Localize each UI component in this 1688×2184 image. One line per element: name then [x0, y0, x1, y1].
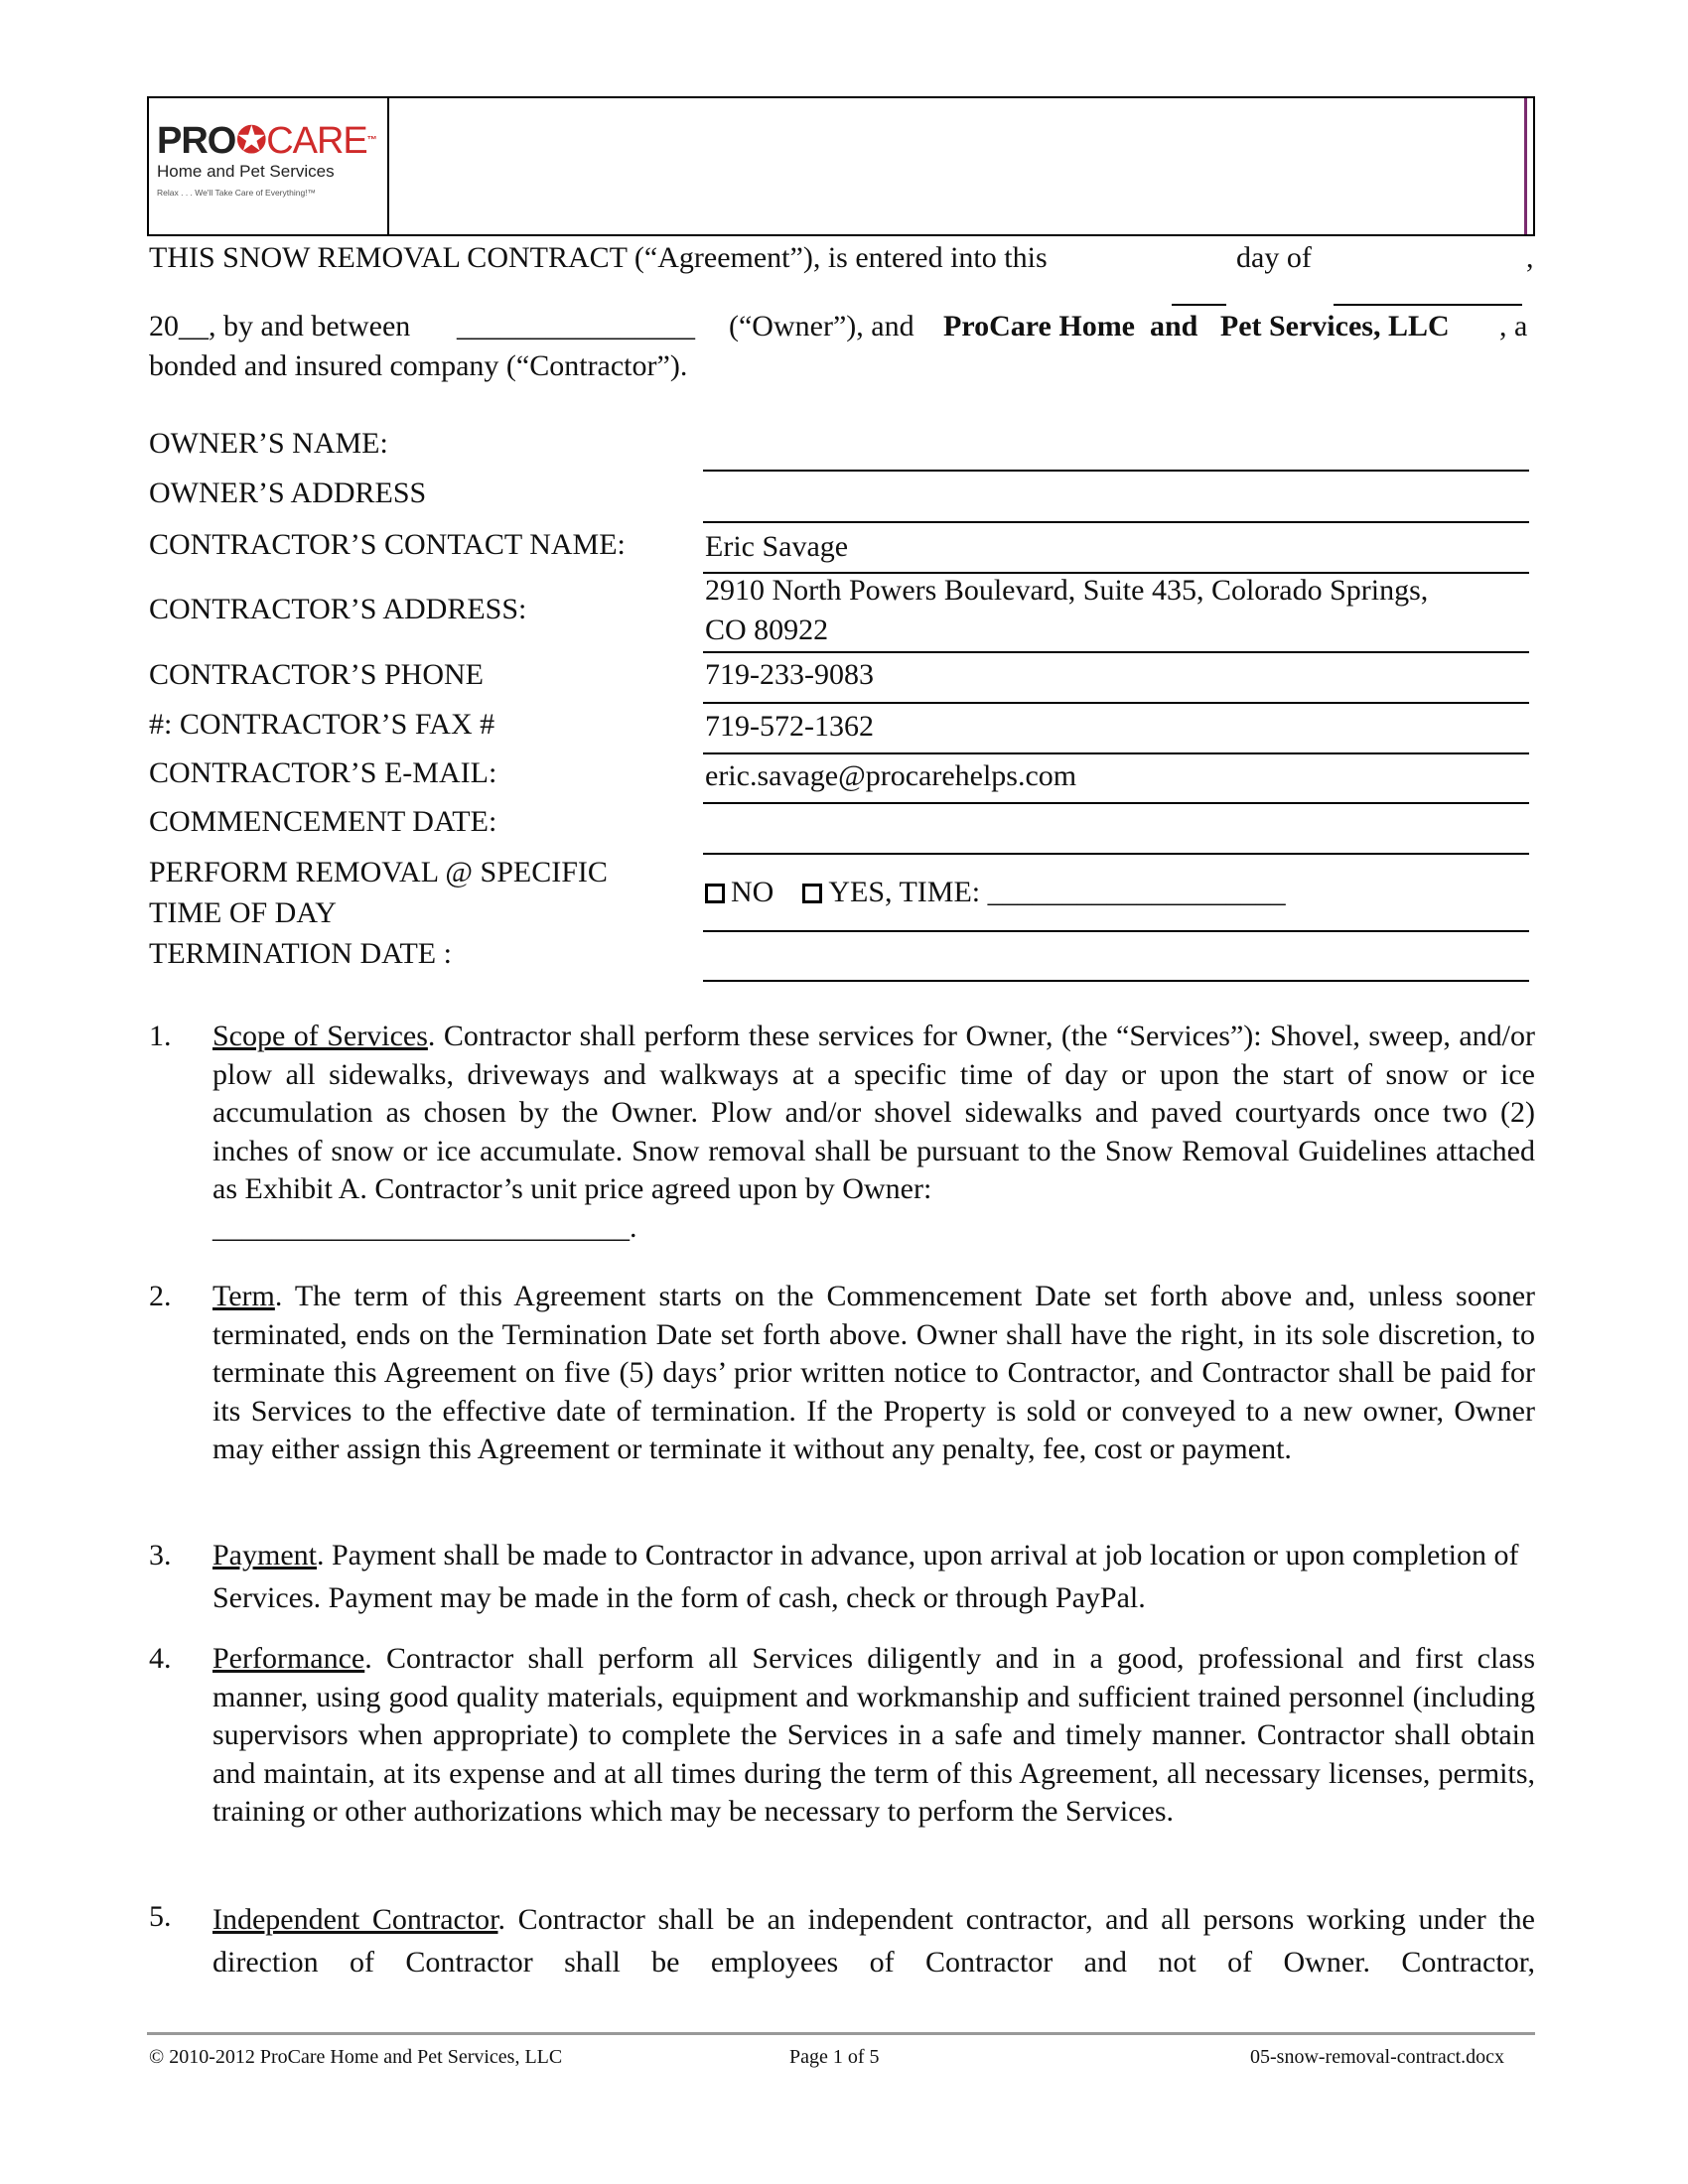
logo-subtitle: Home and Pet Services: [157, 162, 335, 181]
time-blank[interactable]: ____________________: [987, 876, 1286, 908]
owner-address-field[interactable]: [703, 521, 1529, 523]
yes-time-label: YES, TIME:: [828, 876, 981, 908]
contractor-address-line-1[interactable]: 2910 North Powers Boulevard, Suite 435, Colorado Springs,: [705, 574, 1429, 607]
perform-options: [705, 876, 1286, 909]
procare-logo: [157, 122, 380, 221]
header-accent-bar: [1524, 98, 1527, 234]
section-heading: Independent Contractor: [212, 1903, 498, 1936]
owner-blank[interactable]: ________________: [457, 310, 695, 342]
contractor-address-line: [703, 651, 1529, 653]
section-independent-contractor: [149, 1898, 1535, 1983]
section-number: 1.: [149, 1020, 172, 1052]
section-text: . Contractor shall perform these services for Owner, (the “Services”): Shovel, sweep, and/or plow all sidewalks, driveways and walkways at a specific time of day or upon the start of snow or ice accumulation as chosen by the Owner. Plow and/or shovel sidewalks and paved courtyards once two (2) inches of snow or ice accumulate. Snow removal shall be pursuant to the Snow Removal Guidelines attached as Exhibit A. Contractor’s unit price agreed upon by Owner:: [212, 1020, 1535, 1205]
footer-rule: [147, 2032, 1535, 2035]
footer-filename: 05-snow-removal-contract.docx: [1250, 2046, 1505, 2068]
intro-comma: ,: [1526, 241, 1534, 274]
perform-line: [703, 930, 1529, 932]
header-box: [147, 96, 1535, 236]
no-label: NO: [731, 876, 774, 908]
no-checkbox[interactable]: [705, 884, 725, 903]
section-heading: Term: [212, 1280, 275, 1312]
yes-checkbox[interactable]: [802, 884, 822, 903]
section-term: [149, 1278, 1535, 1469]
perform-removal-label: PERFORM REMOVAL @ SPECIFIC: [149, 856, 608, 888]
phone-label: CONTRACTOR’S PHONE: [149, 658, 484, 691]
contact-name-value[interactable]: Eric Savage: [705, 530, 849, 563]
intro-a: , a: [1499, 310, 1528, 342]
phone-line: [703, 702, 1529, 704]
logo-wordmark: PRO✪CARE™: [157, 120, 376, 162]
email-label: CONTRACTOR’S E-MAIL:: [149, 756, 497, 789]
owner-name-field[interactable]: [703, 470, 1529, 472]
contractor-address-line-2[interactable]: CO 80922: [705, 614, 829, 646]
commencement-date-field[interactable]: [703, 853, 1529, 855]
section-number: 3.: [149, 1539, 172, 1571]
intro-year: 20__, by and between: [149, 310, 411, 342]
intro-line-1: THIS SNOW REMOVAL CONTRACT (“Agreement”), is entered into this: [149, 241, 1048, 274]
section-heading: Performance: [212, 1642, 365, 1675]
contractor-address-label: CONTRACTOR’S ADDRESS:: [149, 593, 527, 625]
day-blank-line[interactable]: [1172, 304, 1226, 306]
time-of-day-label: TIME OF DAY: [149, 896, 337, 929]
section-text: . Payment shall be made to Contractor in advance, upon arrival at job location or upon completion of Services. Payment may be made in the form of cash, check or through PayPal.: [212, 1539, 1519, 1614]
section-number: 2.: [149, 1280, 172, 1312]
section-number: 4.: [149, 1642, 172, 1675]
footer-page-number: Page 1 of 5: [789, 2046, 880, 2068]
contact-name-label: CONTRACTOR’S CONTACT NAME:: [149, 528, 626, 561]
unit-price-blank[interactable]: ____________________________.: [212, 1210, 637, 1244]
commencement-label: COMMENCEMENT DATE:: [149, 805, 497, 838]
section-payment: [149, 1534, 1535, 1619]
footer-copyright: © 2010-2012 ProCare Home and Pet Services, LLC: [149, 2046, 563, 2068]
section-text: . Contractor shall perform all Services diligently and in a good, professional and first class manner, using good quality materials, equipment and workmanship and sufficient trained personnel (including supervisors when appropriate) to complete the Services in a safe and timely manner. Contractor shall obtain and maintain, at its expense and at all times during the term of this Agreement, all necessary licenses, permits, training or other authorizations which may be necessary to perform the Services.: [212, 1642, 1535, 1828]
section-number: 5.: [149, 1900, 172, 1933]
month-blank-line[interactable]: [1334, 304, 1522, 306]
section-heading: Scope of Services: [212, 1020, 428, 1052]
termination-label: TERMINATION DATE :: [149, 937, 452, 970]
phone-value[interactable]: 719-233-9083: [705, 658, 874, 691]
section-heading: Payment: [212, 1539, 317, 1571]
email-line: [703, 802, 1529, 804]
intro-day-of: day of: [1236, 241, 1312, 274]
owner-name-label: OWNER’S NAME:: [149, 427, 388, 460]
section-scope-of-services: [149, 1018, 1535, 1247]
fax-label: #: CONTRACTOR’S FAX #: [149, 708, 495, 741]
owner-address-label: OWNER’S ADDRESS: [149, 477, 427, 509]
company-name: ProCare Home and Pet Services, LLC: [943, 310, 1450, 342]
intro-line-3: bonded and insured company (“Contractor”).: [149, 349, 688, 382]
logo-tagline: Relax . . . We'll Take Care of Everything!™: [157, 188, 317, 198]
intro-owner: (“Owner”), and: [729, 310, 914, 342]
section-performance: [149, 1640, 1535, 1832]
fax-value[interactable]: 719-572-1362: [705, 710, 874, 743]
email-value[interactable]: eric.savage@procarehelps.com: [705, 759, 1077, 792]
fax-line: [703, 752, 1529, 754]
section-text: . The term of this Agreement starts on the Commencement Date set forth above and, unless sooner terminated, ends on the Termination Date set forth above. Owner shall have the right, in its sole discretion, to terminate this Agreement on five (5) days’ prior written notice to Contractor, and Contractor shall be paid for its Services to the effective date of termination. If the Property is sold or conveyed to a new owner, Owner may either assign this Agreement or terminate it without any penalty, fee, cost or payment.: [212, 1280, 1535, 1465]
section-text: . Contractor shall be an independent contractor, and all persons working under the direction of Contractor shall be employees of Contractor and not of Owner. Contractor,: [212, 1903, 1535, 1979]
termination-date-field[interactable]: [703, 980, 1529, 982]
header-divider: [387, 98, 389, 234]
